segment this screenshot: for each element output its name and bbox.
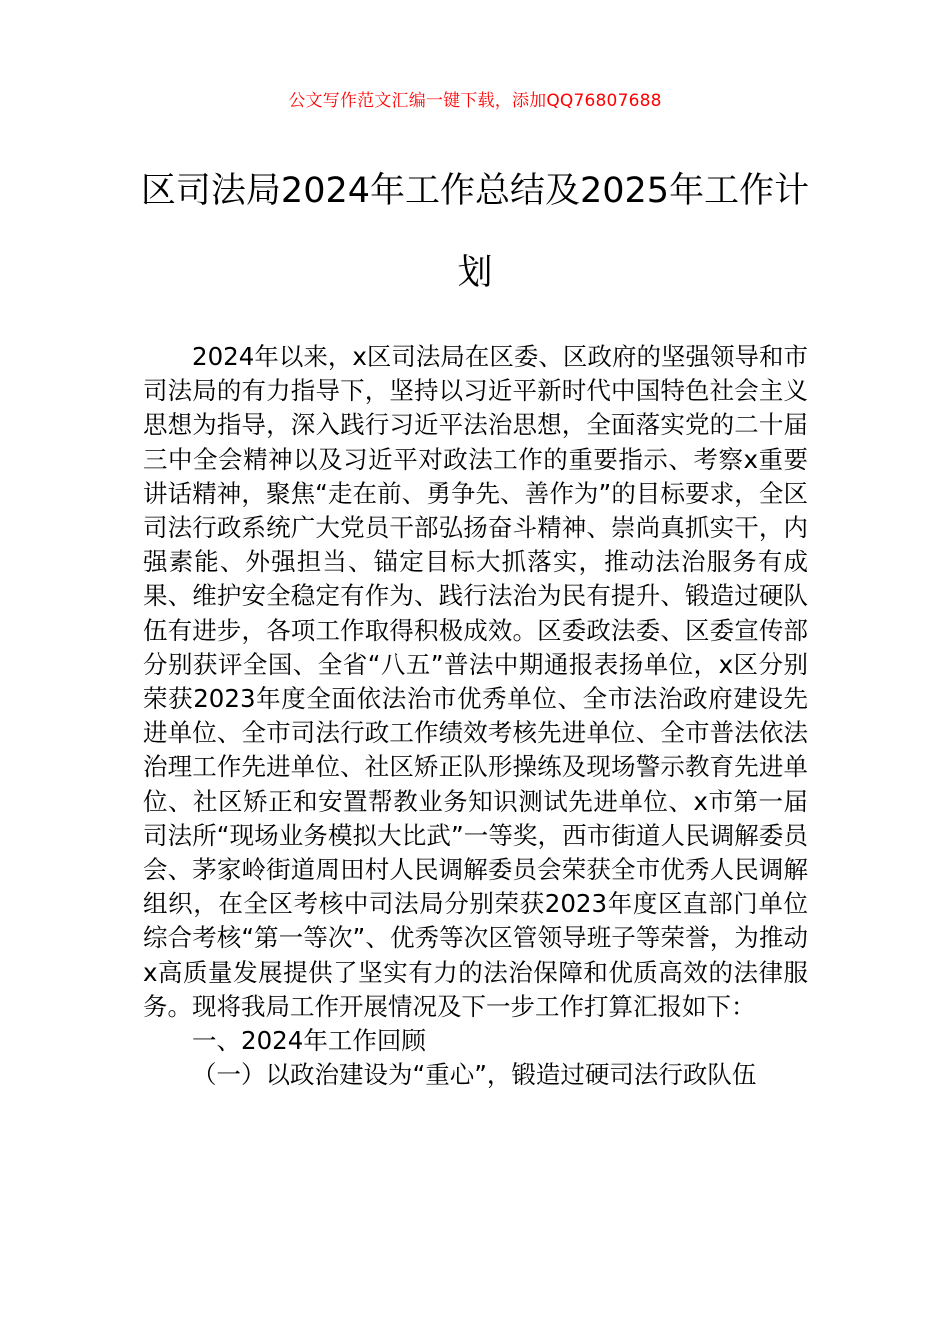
intro-paragraph: 2024年以来，x区司法局在区委、区政府的坚强领导和市司法局的有力指导下，坚持以习近平新时代中国特色社会主义思想为指导，深入践行习近平法治思想，全面落实党的二十届三中全会精神以及习近平对政法工作的重要指示、考察x重要讲话精神，聚焦“走在前、勇争先、善作为”的目标要求，全区司法行政系统广大党员干部弘扬奋斗精神、崇尚真抓实干，内强素能、外强担当、锚定目标大抓落实，推动法治服务有成果、维护安全稳定有作为、践行法治为民有提升、锻造过硬队伍有进步，各项工作取得积极成效。区委政法委、区委宣传部分别获评全国、全省“八五”普法中期通报表扬单位，x区分别荣获2023年度全面依法治市优秀单位、全市法治政府建设先进单位、全市司法行政工作绩效考核先进单位、全市普法依法治理工作先进单位、社区矫正队形操练及现场警示教育先进单位、社区矫正和安置帮教业务知识测试先进单位、x市第一届司法所“现场业务模拟大比武”一等奖，西市街道人民调解委员会、茅家岭街道周田村人民调解委员会荣获全市优秀人民调解组织，在全区考核中司法局分别荣获2023年度区直部门单位综合考核“第一等次”、优秀等次区管领导班子等荣誉，为推动x高质量发展提供了坚实有力的法治保障和优质高效的法律服务。现将我局工作开展情况及下一步工作打算汇报如下： [143, 342, 808, 1021]
document-title: 区司法局2024年工作总结及2025年工作计划 [140, 171, 810, 293]
subsection-heading: （一）以政治建设为“重心”，锻造过硬司法行政队伍 [192, 1060, 757, 1090]
document-body [143, 340, 808, 1092]
section-heading: 一、2024年工作回顾 [192, 1026, 426, 1056]
header-promo-note: 公文写作范文汇编一键下载，添加QQ76807688 [288, 91, 662, 111]
